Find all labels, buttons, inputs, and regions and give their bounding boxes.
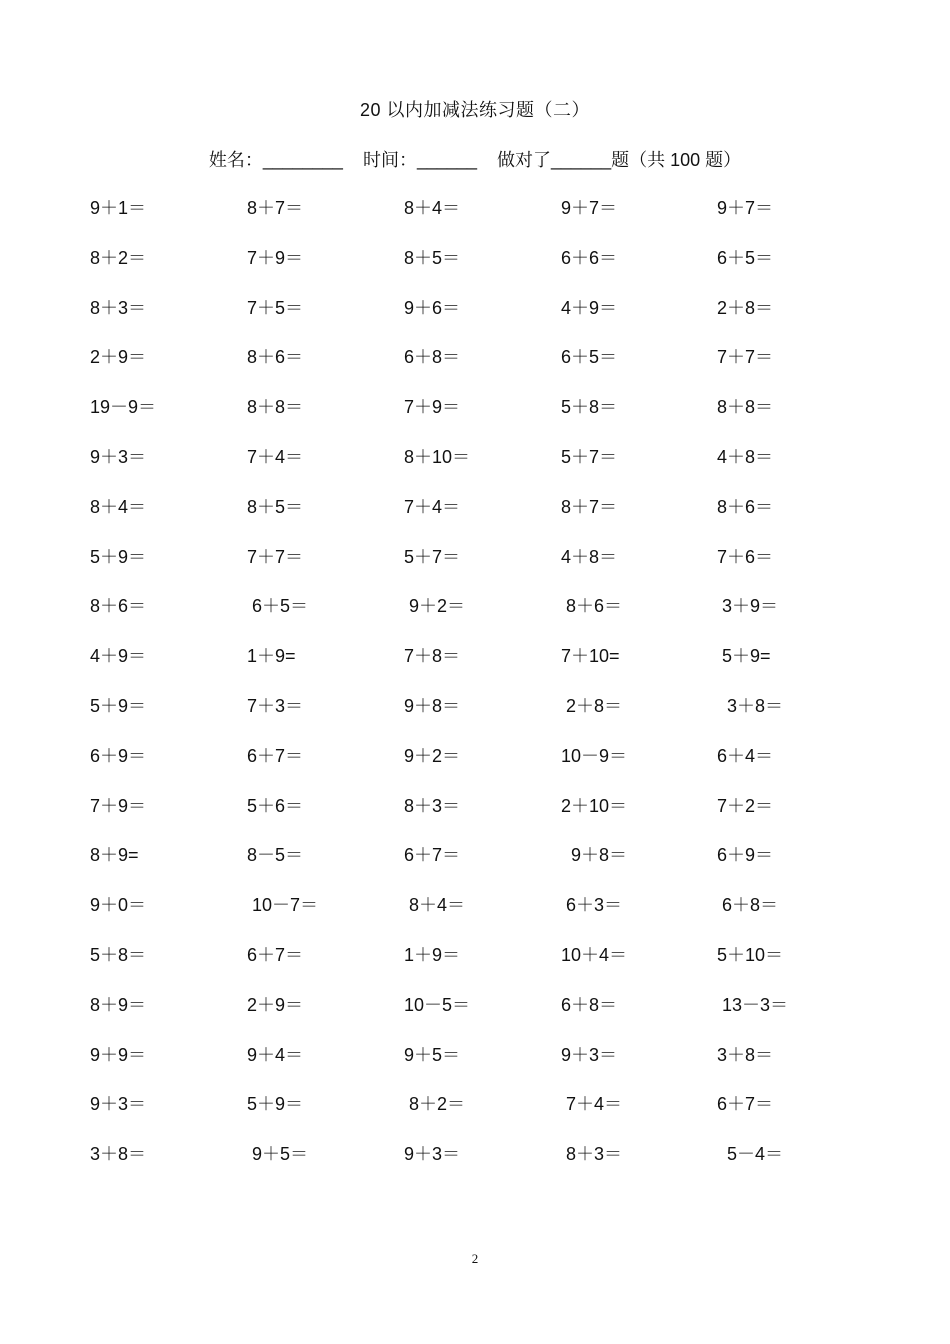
problem-cell: 6＋7＝: [247, 944, 304, 965]
problem-row: [90, 744, 880, 794]
problem-cell: 7＋2＝: [717, 795, 774, 816]
problem-cell: 5＋7＝: [404, 546, 461, 567]
problem-cell: 8＋6＝: [561, 596, 623, 617]
problem-cell: 9＋8＝: [404, 695, 461, 716]
problem-cell: 2＋8＝: [717, 297, 774, 318]
problem-cell: 5＋9＝: [90, 695, 147, 716]
problem-cell: 6＋5＝: [561, 347, 618, 368]
problem-row: [90, 594, 880, 644]
problem-cell: 5＋6＝: [247, 795, 304, 816]
problem-cell: 7＋8＝: [404, 646, 461, 667]
problem-cell: 13－3＝: [717, 994, 789, 1015]
problem-cell: 7＋3＝: [247, 695, 304, 716]
problem-cell: 9＋9＝: [90, 1044, 147, 1065]
problem-cell: 9＋3＝: [404, 1144, 461, 1165]
problem-row: [90, 1043, 880, 1093]
problem-cell: 8＋7＝: [247, 198, 304, 218]
problem-cell: 9＋0＝: [90, 895, 147, 916]
problem-row: [90, 196, 880, 246]
problem-cell: 8＋5＝: [247, 496, 304, 517]
problem-cell: 8＋3＝: [561, 1144, 623, 1165]
problem-cell: 9＋3＝: [561, 1044, 618, 1065]
problem-cell: 7＋10=: [561, 646, 620, 667]
problem-cell: 10－7＝: [247, 895, 319, 916]
problem-cell: 8＋4＝: [404, 198, 461, 218]
problem-row: [90, 445, 880, 495]
problem-cell: 4＋8＝: [717, 446, 774, 467]
problem-cell: 6＋8＝: [404, 347, 461, 368]
problem-cell: 10－9＝: [561, 745, 628, 766]
problem-row: [90, 545, 880, 595]
problem-row: [90, 345, 880, 395]
problem-cell: 5＋8＝: [561, 397, 618, 418]
problem-cell: 9＋5＝: [247, 1144, 309, 1165]
problem-cell: 2＋9＝: [90, 347, 147, 368]
problem-row: [90, 495, 880, 545]
problem-cell: 6＋9＝: [717, 845, 774, 866]
problem-cell: 8＋6＝: [247, 347, 304, 368]
problem-cell: 9＋4＝: [247, 1044, 304, 1065]
problem-row: [90, 296, 880, 346]
problem-row: [90, 993, 880, 1043]
page-number: 2: [471, 1251, 479, 1266]
problem-cell: 9＋7＝: [717, 198, 774, 218]
problem-cell: 10－5＝: [404, 994, 471, 1015]
problem-cell: 6＋4＝: [717, 745, 774, 766]
problem-row: [90, 893, 880, 943]
problem-cell: 3＋9＝: [717, 596, 779, 617]
problem-cell: 3＋8＝: [717, 1044, 774, 1065]
problem-cell: 7＋9＝: [404, 397, 461, 418]
problem-cell: 8＋9=: [90, 845, 139, 866]
problem-cell: 8＋3＝: [90, 297, 147, 318]
problem-cell: 9＋3＝: [90, 1094, 147, 1115]
problem-cell: 2＋10＝: [561, 795, 628, 816]
page-title: 20 以内加减法练习题（二）: [359, 100, 591, 120]
problem-cell: 7＋4＝: [404, 496, 461, 517]
problem-cell: 7＋4＝: [561, 1094, 623, 1115]
problem-cell: 2＋9＝: [247, 994, 304, 1015]
problem-cell: 9＋8＝: [561, 845, 628, 866]
problem-row: [90, 644, 880, 694]
problem-row: [90, 694, 880, 744]
problem-cell: 3＋8＝: [90, 1144, 147, 1165]
problem-cell: 9＋2＝: [404, 596, 466, 617]
problem-cell: 6＋9＝: [90, 745, 147, 766]
problem-row: [90, 1142, 880, 1192]
problem-cell: 5＋9=: [717, 646, 771, 667]
problem-cell: 9＋2＝: [404, 745, 461, 766]
problem-cell: 7＋4＝: [247, 446, 304, 467]
problem-cell: 4＋8＝: [561, 546, 618, 567]
problem-cell: 1＋9＝: [404, 944, 461, 965]
problem-cell: 3＋8＝: [717, 695, 784, 716]
problem-cell: 8＋4＝: [404, 895, 466, 916]
problem-cell: 6＋6＝: [561, 247, 618, 268]
problem-cell: 5＋7＝: [561, 446, 618, 467]
problem-row: [90, 794, 880, 844]
problem-cell: 9＋1＝: [90, 198, 147, 218]
problem-cell: 9＋3＝: [90, 446, 147, 467]
problem-cell: 5＋8＝: [90, 944, 147, 965]
problem-cell: 9＋7＝: [561, 198, 618, 218]
problem-cell: 6＋8＝: [561, 994, 618, 1015]
problem-cell: 8＋8＝: [717, 397, 774, 418]
problem-cell: 8＋8＝: [247, 397, 304, 418]
problem-cell: 7＋9＝: [90, 795, 147, 816]
problem-cell: 7＋7＝: [247, 546, 304, 567]
problem-cell: 9＋6＝: [404, 297, 461, 318]
problem-cell: 6＋7＝: [247, 745, 304, 766]
problem-cell: 8＋9＝: [90, 994, 147, 1015]
problem-row: [90, 1092, 880, 1142]
problem-cell: 8＋7＝: [561, 496, 618, 517]
problem-cell: 6＋7＝: [404, 845, 461, 866]
problem-cell: 6＋5＝: [247, 596, 309, 617]
problem-cell: 6＋8＝: [717, 895, 779, 916]
problem-cell: 7＋9＝: [247, 247, 304, 268]
problem-cell: 6＋3＝: [561, 895, 623, 916]
problem-cell: 1＋9=: [247, 646, 296, 667]
problem-cell: 5＋9＝: [247, 1094, 304, 1115]
problem-cell: 19－9＝: [90, 397, 157, 418]
problem-cell: 10＋4＝: [561, 944, 628, 965]
problem-cell: 8＋2＝: [90, 247, 147, 268]
student-info-line: 姓名：________ 时间：______ 做对了______题（共 100 题）: [208, 150, 742, 170]
problem-cell: 8＋4＝: [90, 496, 147, 517]
problem-cell: 7＋7＝: [717, 347, 774, 368]
problem-cell: 4＋9＝: [90, 646, 147, 667]
problem-cell: 8＋5＝: [404, 247, 461, 268]
problem-cell: 8＋3＝: [404, 795, 461, 816]
problem-row: [90, 943, 880, 993]
problem-cell: 6＋7＝: [717, 1094, 774, 1115]
problem-cell: 6＋5＝: [717, 247, 774, 268]
problem-row: [90, 246, 880, 296]
problem-cell: 8＋2＝: [404, 1094, 466, 1115]
problem-cell: 8＋10＝: [404, 446, 471, 467]
problem-cell: 5＋10＝: [717, 944, 784, 965]
problem-cell: 2＋8＝: [561, 695, 623, 716]
problem-cell: 8＋6＝: [90, 596, 147, 617]
problem-cell: 5＋9＝: [90, 546, 147, 567]
problem-grid: [90, 196, 880, 1192]
problem-row: [90, 395, 880, 445]
problem-cell: 5－4＝: [717, 1144, 784, 1165]
problem-cell: 9＋5＝: [404, 1044, 461, 1065]
problem-cell: 8－5＝: [247, 845, 304, 866]
problem-cell: 8＋6＝: [717, 496, 774, 517]
problem-row: [90, 843, 880, 893]
problem-cell: 7＋5＝: [247, 297, 304, 318]
problem-cell: 4＋9＝: [561, 297, 618, 318]
problem-cell: 7＋6＝: [717, 546, 774, 567]
